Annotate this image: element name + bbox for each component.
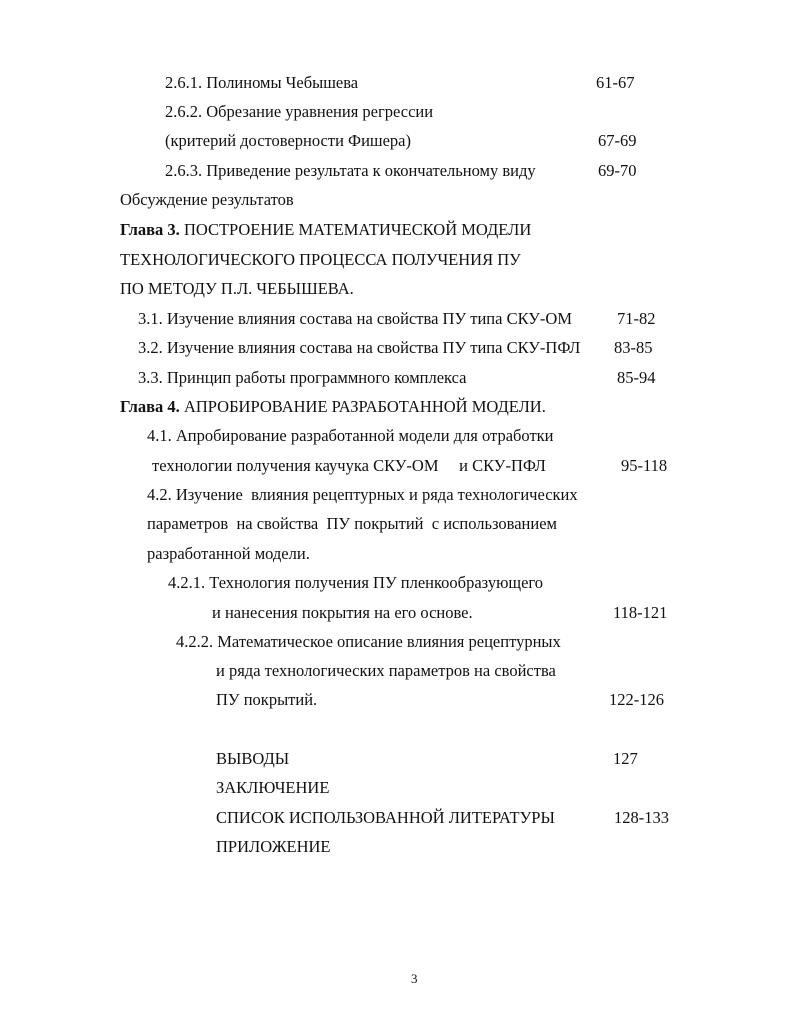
toc-entry-3-3: [138, 368, 467, 388]
toc-entry-2-6-2: [165, 102, 433, 122]
toc-entry-4-2-cont: [147, 514, 557, 534]
toc-entry-title: разработанной модели.: [147, 544, 310, 563]
toc-entry-title: 4.2. Изучение влияния рецептурных и ряда технологических: [147, 485, 578, 504]
toc-entry-pages: 85-94: [617, 368, 656, 387]
toc-entry-conclusions: [216, 749, 289, 769]
toc-entry-pages: 71-82: [617, 309, 656, 328]
toc-entry-title: 3.3. Принцип работы программного комплекса: [138, 368, 467, 387]
toc-entry-4-2: [147, 485, 578, 505]
toc-entry-pages: 122-126: [609, 690, 664, 709]
toc-entry-title: ПУ покрытий.: [216, 690, 318, 709]
toc-entry-3-1: [138, 309, 572, 329]
toc-chapter-4-heading: [120, 397, 546, 417]
page-number: 3: [411, 971, 418, 986]
toc-entry-title: 2.6.3. Приведение результата к окончательному виду: [165, 161, 536, 180]
toc-entry-title: ВЫВОДЫ: [216, 749, 290, 768]
toc-entry-title: 2.6.2. Обрезание уравнения регрессии: [165, 102, 434, 121]
toc-entry-2-6-3: [165, 161, 536, 181]
toc-entry-pages: 95-118: [621, 456, 668, 475]
toc-entry-4-2-2-cont: [216, 690, 317, 710]
toc-entry-2-6-2-cont: [165, 131, 411, 151]
toc-entry-title: 4.2.1. Технология получения ПУ пленкообразующего: [168, 573, 544, 592]
toc-entry-pages: 61-67: [596, 73, 635, 92]
toc-entry-title: 4.2.2. Математическое описание влияния рецептурных: [176, 632, 561, 651]
toc-entry-title: 4.1. Апробирование разработанной модели для отработки: [147, 426, 554, 445]
toc-entry-title: СПИСОК ИСПОЛЬЗОВАННОЙ ЛИТЕРАТУРЫ: [216, 808, 555, 827]
toc-entry-2-6-1: [165, 73, 358, 93]
chapter-label: Глава 4.: [120, 397, 180, 416]
toc-entry-appendix: [216, 837, 330, 857]
toc-entry-4-2-1-cont: [212, 603, 473, 623]
toc-entry-4-2-2-cont: [216, 661, 556, 681]
toc-entry-title: Обсуждение результатов: [120, 190, 294, 209]
chapter-title: ПОСТРОЕНИЕ МАТЕМАТИЧЕСКОЙ МОДЕЛИ: [179, 220, 532, 239]
chapter-title: АПРОБИРОВАНИЕ РАЗРАБОТАННОЙ МОДЕЛИ.: [179, 397, 546, 416]
toc-entry-references: [216, 808, 555, 828]
toc-entry-summary: [216, 778, 329, 798]
toc-entry-title: (критерий достоверности Фишера): [165, 131, 411, 150]
chapter-label: Глава 3.: [120, 220, 180, 239]
toc-entry-pages: 67-69: [598, 131, 637, 150]
toc-entry-title: ПРИЛОЖЕНИЕ: [216, 837, 331, 856]
toc-entry-pages: 69-70: [598, 161, 637, 180]
toc-chapter-3-heading-cont: [120, 279, 354, 299]
toc-entry-3-2: [138, 338, 580, 358]
toc-entry-4-2-1: [168, 573, 543, 593]
toc-entry-title: и нанесения покрытия на его основе.: [212, 603, 473, 622]
toc-entry-4-1-cont: [152, 456, 546, 476]
toc-entry-title: и ряда технологических параметров на свойства: [216, 661, 556, 680]
toc-entry-4-1: [147, 426, 554, 446]
toc-entry-4-2-cont: [147, 544, 310, 564]
toc-entry-discussion: [120, 190, 294, 210]
toc-chapter-3-heading-cont: [120, 250, 521, 270]
toc-chapter-3-heading: [120, 220, 531, 240]
toc-entry-title: ЗАКЛЮЧЕНИЕ: [216, 778, 330, 797]
toc-entry-title: параметров на свойства ПУ покрытий с использованием: [147, 514, 557, 533]
toc-entry-title: технологии получения каучука СКУ-ОМ и СКУ-ПФЛ: [152, 456, 546, 475]
chapter-title: ТЕХНОЛОГИЧЕСКОГО ПРОЦЕССА ПОЛУЧЕНИЯ ПУ: [120, 250, 521, 269]
toc-entry-4-2-2: [176, 632, 561, 652]
toc-entry-pages: 127: [613, 749, 638, 768]
toc-entry-pages: 128-133: [614, 808, 669, 827]
toc-entry-pages: 118-121: [613, 603, 668, 622]
toc-entry-title: 3.1. Изучение влияния состава на свойства ПУ типа СКУ-ОМ: [138, 309, 573, 328]
toc-entry-title: 3.2. Изучение влияния состава на свойства ПУ типа СКУ-ПФЛ: [138, 338, 581, 357]
toc-entry-title: 2.6.1. Полиномы Чебышева: [165, 73, 359, 92]
chapter-title: ПО МЕТОДУ П.Л. ЧЕБЫШЕВА.: [120, 279, 354, 298]
toc-entry-pages: 83-85: [614, 338, 653, 357]
